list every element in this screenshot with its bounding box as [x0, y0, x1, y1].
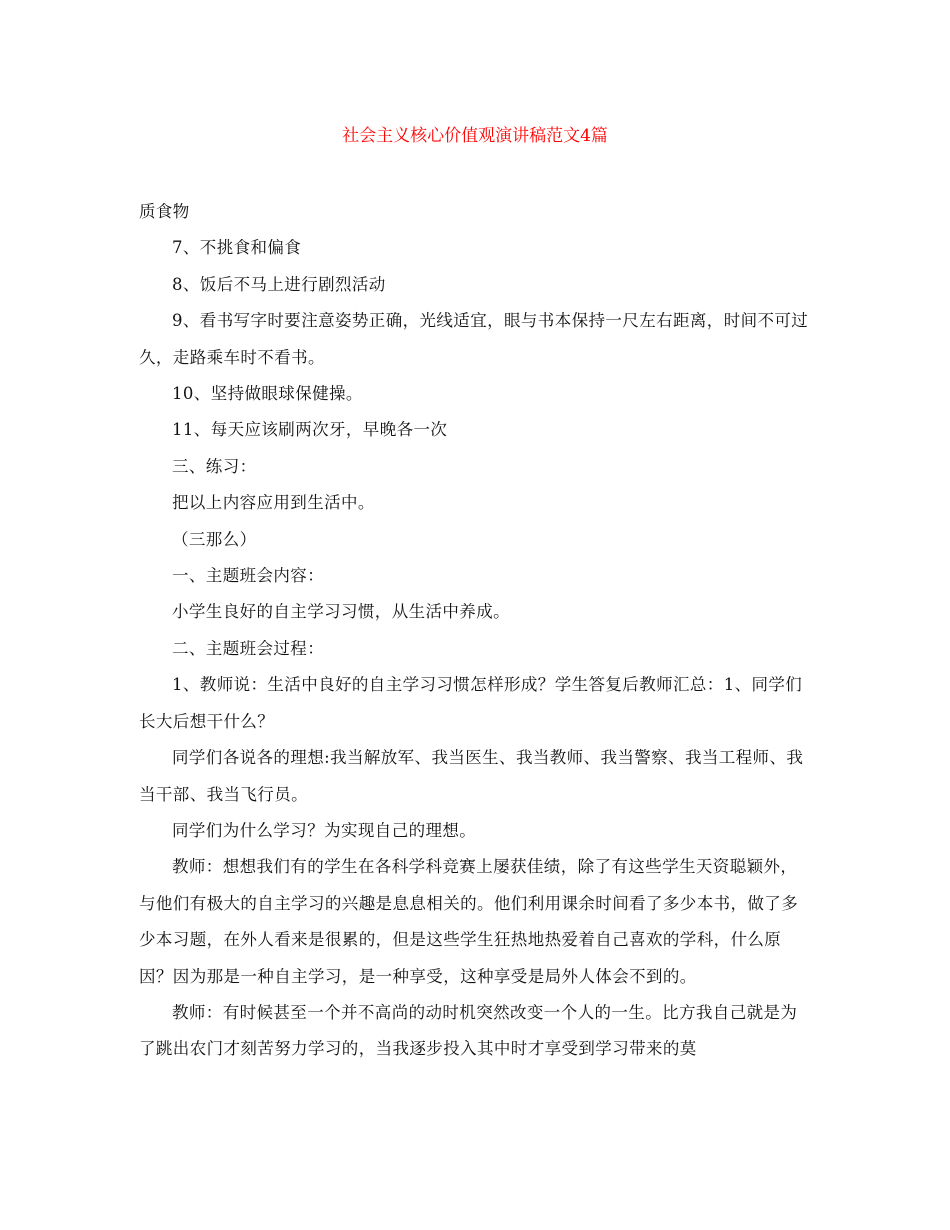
paragraph: 7、不挑食和偏食 — [172, 238, 302, 258]
paragraph: 一、主题班会内容： — [172, 566, 325, 586]
paragraph: 小学生良好的自主学习习惯，从生活中养成。 — [172, 602, 510, 622]
paragraph: 11、每天应该刷两次牙，早晚各一次 — [172, 420, 448, 440]
paragraph: 同学们为什么学习？为实现自己的理想。 — [172, 820, 477, 840]
paragraph: 三、练习： — [172, 456, 257, 476]
paragraph: 质食物 — [139, 202, 190, 221]
paragraph: 教师：有时候甚至一个并不高尚的动时机突然改变一个人的一生。比方我自己就是为了跳出农门才刻苦努力学习的，当我逐步投入其中时才享受到学习带来的莫 — [139, 1002, 798, 1059]
document-body — [139, 194, 811, 1068]
paragraph: 8、饭后不马上进行剧烈活动 — [172, 274, 386, 294]
paragraph: 教师：想想我们有的学生在各科学科竞赛上屡获佳绩，除了有这些学生天资聪颖外，与他们有极大的自主学习的兴趣是息息相关的。他们利用课余时间看了多少本书，做了多少本习题，在外人看来是很累的，但是这些学生狂热地热爱着自己喜欢的学科，什么原因？因为那是一种自主学习，是一种享受，这种享受是局外人体会不到的。 — [139, 857, 799, 986]
document-title: 社会主义核心价值观演讲稿范文4篇 — [342, 126, 608, 146]
paragraph: （三那么） — [172, 529, 257, 549]
paragraph: 1、教师说：生活中良好的自主学习习惯怎样形成？学生答复后教师汇总：1、同学们长大后想干什么？ — [139, 675, 803, 731]
paragraph: 10、坚持做眼球保健操。 — [172, 384, 363, 404]
paragraph: 把以上内容应用到生活中。 — [172, 493, 375, 513]
paragraph: 二、主题班会过程： — [172, 638, 325, 658]
paragraph: 同学们各说各的理想:我当解放军、我当医生、我当教师、我当警察、我当工程师、我当干部、我当飞行员。 — [139, 748, 804, 804]
paragraph: 9、看书写字时要注意姿势正确，光线适宜，眼与书本保持一尺左右距离，时间不可过久，走路乘车时不看书。 — [139, 311, 809, 367]
